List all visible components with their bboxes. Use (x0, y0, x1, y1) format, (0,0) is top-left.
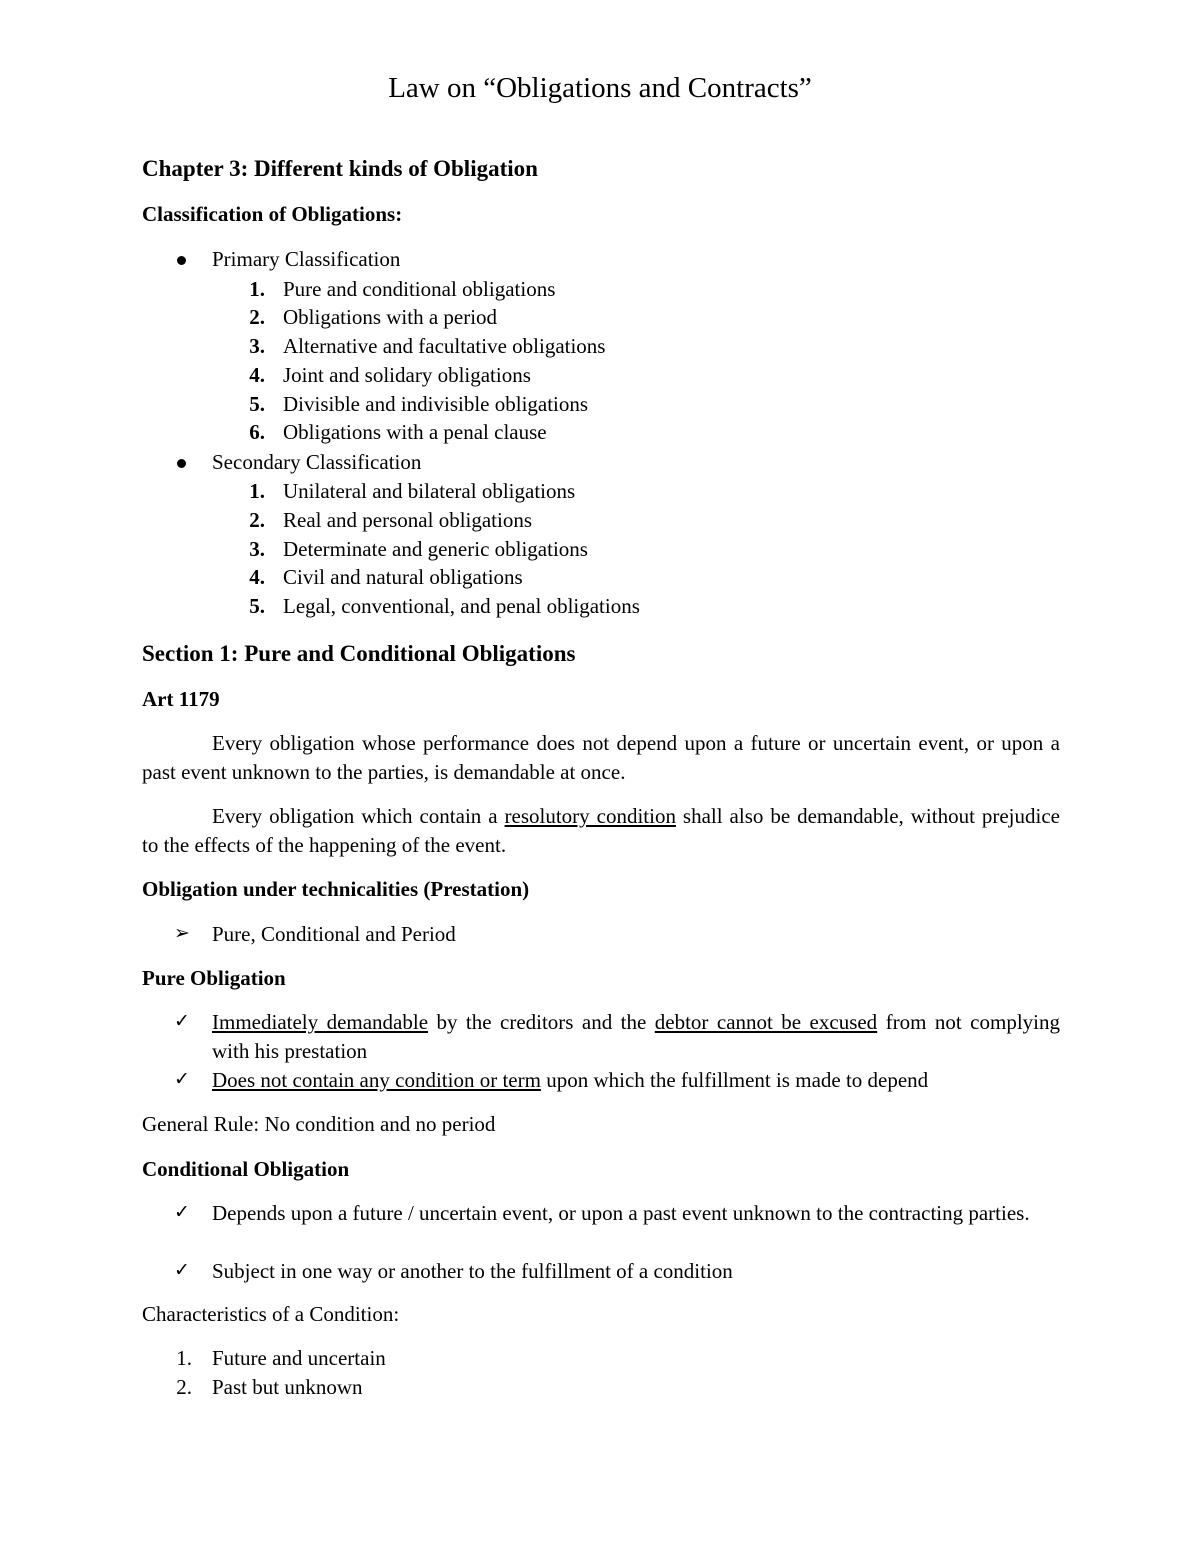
list-number: 3. (249, 537, 265, 561)
item-text: upon which the fulfillment is made to depend (540, 1068, 929, 1092)
paragraph-text: Every obligation whose performance does not depend upon a future or uncertain event, or upon a past event unknown to the parties, is demandable at once. (142, 731, 1060, 784)
pure-obligation-heading: Pure Obligation (142, 966, 286, 990)
list-number: 1. (176, 1346, 192, 1370)
underlined-term: resolutory condition (504, 804, 676, 828)
checkmark-bullet-icon: ✓ (174, 1068, 190, 1090)
list-number: 6. (249, 420, 265, 444)
list-number: 3. (249, 334, 265, 358)
list-item: Alternative and facultative obligations (283, 334, 606, 358)
bullet-icon (177, 256, 186, 265)
list-number: 2. (249, 305, 265, 329)
primary-classification-label: Primary Classification (212, 247, 401, 271)
list-number: 5. (249, 392, 265, 416)
list-item: Real and personal obligations (283, 508, 533, 532)
list-item: Past but unknown (212, 1375, 363, 1399)
list-item: Subject in one way or another to the fulfillment of a condition (212, 1259, 733, 1283)
checkmark-bullet-icon: ✓ (174, 1010, 190, 1032)
underlined-term: debtor cannot be excused (654, 1010, 878, 1034)
list-item: Pure and conditional obligations (283, 277, 556, 301)
arrowhead-bullet-icon: ➢ (174, 922, 190, 944)
list-item: Pure, Conditional and Period (212, 922, 456, 946)
list-item: Depends upon a future / uncertain event, or upon a past event unknown to the contracting parties. (212, 1201, 1030, 1225)
item-text: from not complying with his prestation (212, 1010, 1060, 1063)
list-item: Legal, conventional, and penal obligations (283, 594, 640, 618)
list-number: 4. (249, 363, 265, 387)
list-item: Future and uncertain (212, 1346, 386, 1370)
list-item: Civil and natural obligations (283, 565, 523, 589)
checkmark-bullet-icon: ✓ (174, 1201, 190, 1223)
list-item: Determinate and generic obligations (283, 537, 588, 561)
list-number: 4. (249, 565, 265, 589)
list-item: Joint and solidary obligations (283, 363, 531, 387)
paragraph (142, 729, 1060, 787)
article-heading: Art 1179 (142, 687, 220, 711)
item-text: by the creditors and the (428, 1010, 655, 1034)
paragraph (142, 802, 1060, 860)
list-item (212, 1066, 1060, 1095)
list-item (212, 1008, 1060, 1066)
list-item: Divisible and indivisible obligations (283, 392, 589, 416)
paragraph-text: shall also be demandable, without prejudice to the effects of the happening of the event. (142, 804, 1060, 857)
list-number: 1. (249, 277, 265, 301)
list-number: 2. (176, 1375, 192, 1399)
list-number: 5. (249, 594, 265, 618)
classification-heading: Classification of Obligations: (142, 202, 403, 226)
secondary-classification-label: Secondary Classification (212, 450, 422, 474)
technicalities-heading: Obligation under technicalities (Prestation) (142, 877, 530, 901)
document-title: Law on “Obligations and Contracts” (388, 72, 812, 104)
underlined-term: Immediately demandable (212, 1010, 429, 1034)
chapter-heading: Chapter 3: Different kinds of Obligation (142, 156, 538, 181)
characteristics-heading: Characteristics of a Condition: (142, 1302, 400, 1326)
list-item: Unilateral and bilateral obligations (283, 479, 576, 503)
list-number: 2. (249, 508, 265, 532)
bullet-icon (177, 459, 186, 468)
list-item: Obligations with a penal clause (283, 420, 547, 444)
checkmark-bullet-icon: ✓ (174, 1259, 190, 1281)
general-rule-text: General Rule: No condition and no period (142, 1112, 496, 1136)
conditional-obligation-heading: Conditional Obligation (142, 1157, 350, 1181)
list-number: 1. (249, 479, 265, 503)
section-heading: Section 1: Pure and Conditional Obligations (142, 641, 576, 666)
list-item: Obligations with a period (283, 305, 498, 329)
underlined-term: Does not contain any condition or term (212, 1068, 541, 1092)
paragraph-text: Every obligation which contain a (212, 804, 505, 828)
